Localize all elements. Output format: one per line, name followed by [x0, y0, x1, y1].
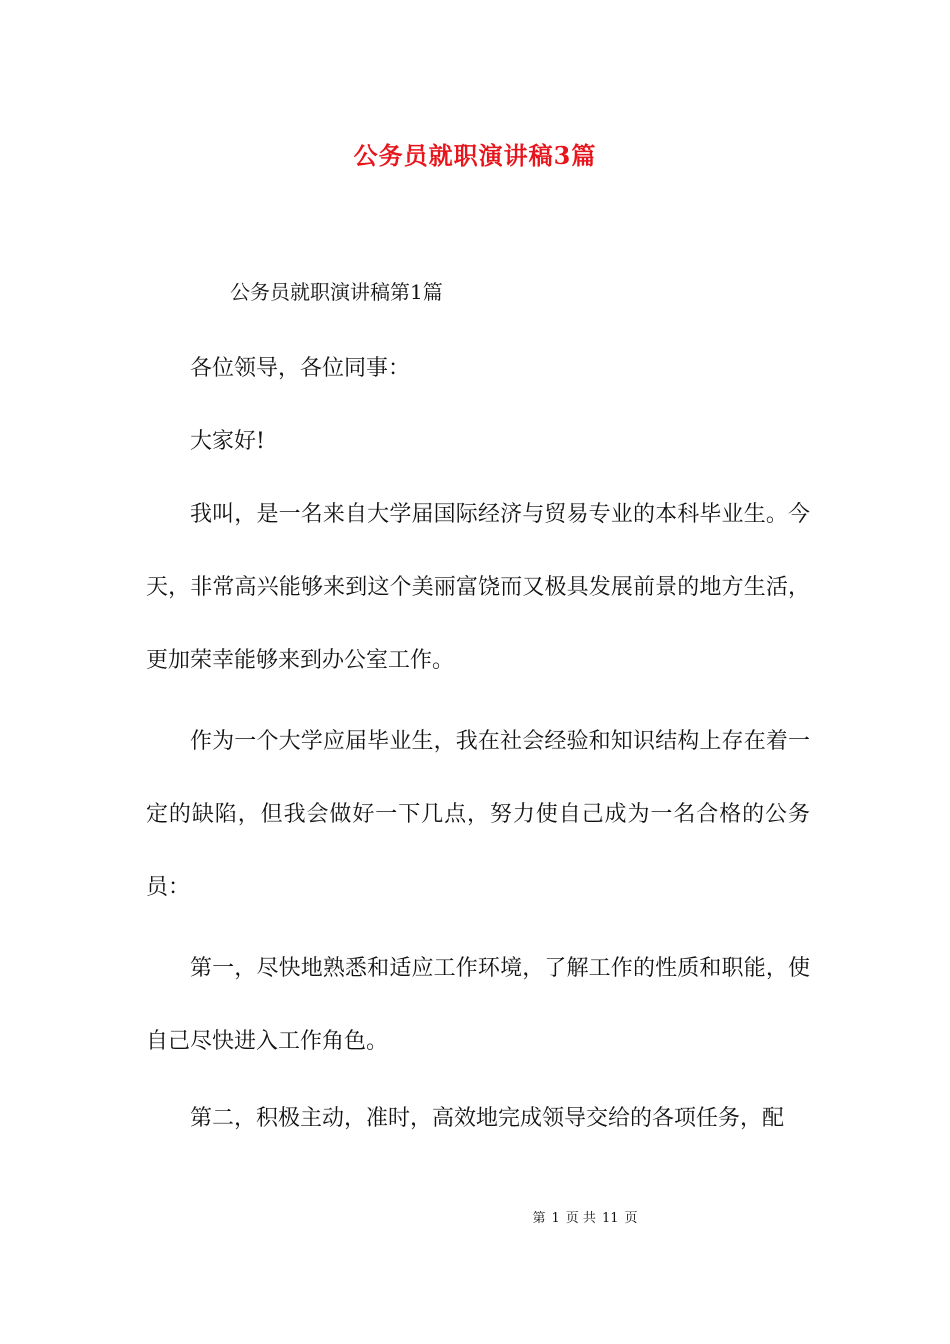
paragraph-point-one: 第一，尽快地熟悉和适应工作环境，了解工作的性质和职能，使自己尽快进入工作角色。 — [146, 956, 810, 1054]
footer-page-number: 1 — [551, 1211, 560, 1226]
footer-prefix: 第 — [532, 1211, 546, 1226]
footer-total-pages: 11 — [601, 1211, 619, 1226]
page-footer — [0, 1207, 950, 1226]
paragraph-hello: 大家好! — [190, 429, 265, 454]
page-title: 公务员就职演讲稿3篇 — [353, 141, 597, 170]
section-subtitle: 公务员就职演讲稿第1篇 — [230, 280, 443, 304]
paragraph-commitment: 作为一个大学应届毕业生，我在社会经验和知识结构上存在着一定的缺陷，但我会做好一下几点，努力使自己成为一名合格的公务员： — [146, 729, 810, 900]
paragraph-intro: 我叫，是一名来自大学届国际经济与贸易专业的本科毕业生。今天，非常高兴能够来到这个美丽富饶而又极具发展前景的地方生活，更加荣幸能够来到办公室工作。 — [146, 502, 810, 673]
footer-suffix: 页 — [624, 1211, 638, 1226]
paragraph-greeting: 各位领导，各位同事： — [190, 356, 411, 381]
paragraph-point-two: 第二，积极主动，准时，高效地完成领导交给的各项任务，配 — [190, 1106, 785, 1131]
footer-mid: 页 共 — [565, 1211, 596, 1226]
